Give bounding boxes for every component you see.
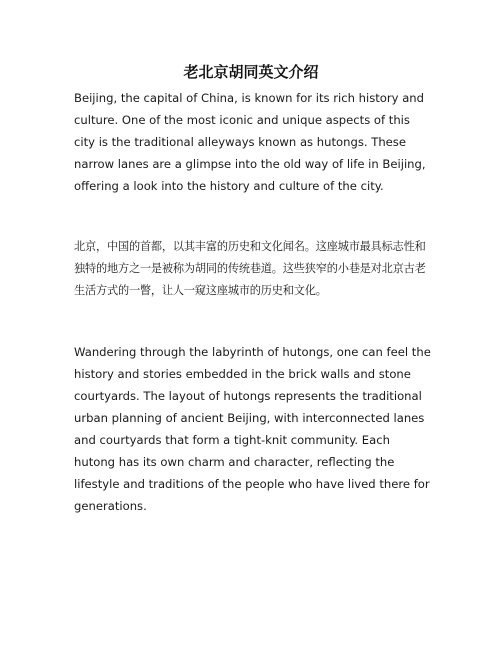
page-title: 老北京胡同英文介绍 (183, 63, 319, 81)
paragraph-chinese-intro: 北京，中国的首都，以其丰富的历史和文化闻名。这座城市最具标志性和独特的地方之一是被称为胡同的传统巷道。这些狭窄的小巷是对北京古老生活方式的一瞥，让人一窥这座城市的历史和文化。 (74, 240, 426, 297)
paragraph-english-intro: Beijing, the capital of China, is known for its rich history and culture. One of the most iconic and unique aspects of this city is the traditional alleyways known as hutongs. These narrow lanes are a glimpse into the old way of life in Beijing, offering a look into the history and culture of the city. (74, 91, 426, 193)
paragraph-english-hutongs: Wandering through the labyrinth of hutongs, one can feel the history and stories embedded in the brick walls and stone courtyards. The layout of hutongs represents the traditional urban planning of ancient Beijing, with interconnected lanes and courtyards that form a tight-knit community. Each hutong has its own charm and character, reflecting the lifestyle and traditions of the people who have lived there for generations. (74, 345, 431, 513)
